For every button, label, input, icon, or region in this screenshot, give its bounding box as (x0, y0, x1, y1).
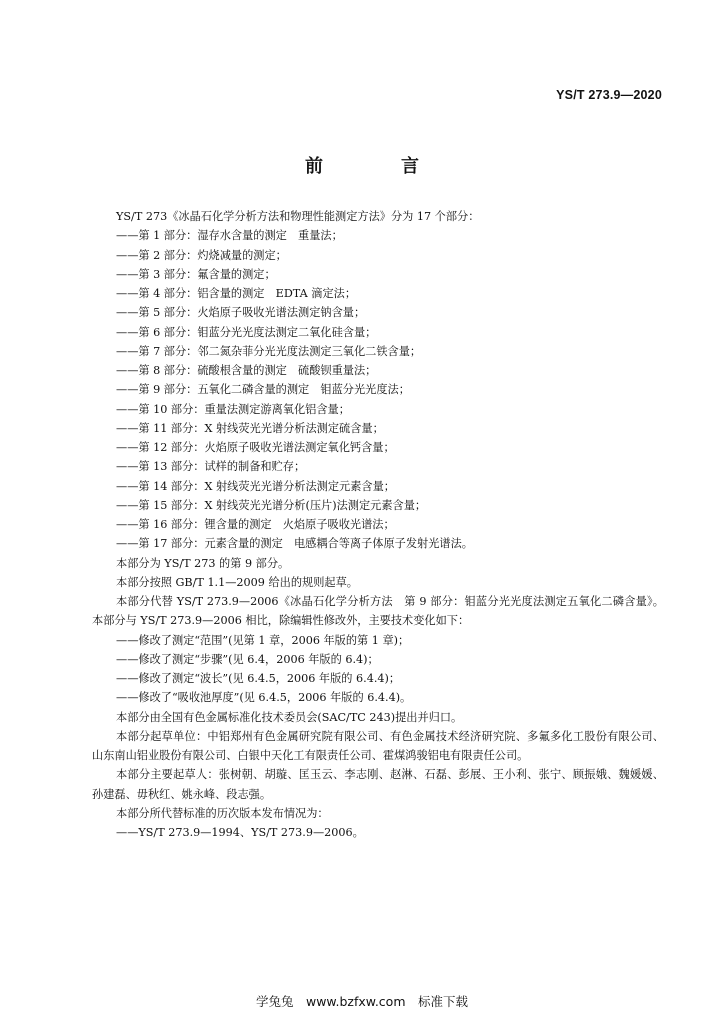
page-title: 前 言 (305, 156, 449, 177)
part-list-item: ——第 5 部分：火焰原子吸收光谱法测定钠含量； (116, 306, 366, 320)
part-list-item: ——第 11 部分：X 射线荧光光谱分析法测定硫含量； (116, 421, 384, 435)
part-list-item: ——第 9 部分：五氧化二磷含量的测定 钼蓝分光光度法； (116, 383, 410, 397)
part-list-item: ——第 3 部分：氟含量的测定； (116, 267, 276, 281)
statement-paragraph: 本部分为 YS/T 273 的第 9 部分。 (116, 556, 290, 570)
statement-paragraph: 本部分所代替标准的历次版本发布情况为： (116, 806, 329, 820)
part-list-item: ——第 8 部分：硫酸根含量的测定 硫酸钡重量法； (116, 364, 377, 377)
change-list-item: ——修改了测定“步骤”(见 6.4，2006 年版的 6.4)； (116, 652, 379, 666)
change-list-item: ——修改了测定“波长”(见 6.4.5，2006 年版的 6.4.4)； (116, 672, 401, 685)
part-list-item: ——第 17 部分：元素含量的测定 电感耦合等离子体原子发射光谱法。 (116, 537, 473, 551)
part-list-item: ——第 2 部分：灼烧减量的测定； (116, 248, 287, 262)
part-list-item: ——第 4 部分：铝含量的测定 EDTA 滴定法； (116, 287, 357, 300)
footer-watermark: 学兔兔 www.bzfxw.com 标准下载 (255, 994, 469, 1009)
part-list-item: ——第 7 部分：邻二氮杂菲分光光度法测定三氧化二铁含量； (116, 344, 422, 358)
standard-code: YS/T 273.9—2020 (556, 88, 662, 102)
statement-paragraph: 本部分由全国有色金属标准化技术委员会(SAC/TC 243)提出并归口。 (116, 710, 463, 724)
part-list-item: ——第 6 部分：钼蓝分光光度法测定二氧化硅含量； (116, 325, 377, 339)
replacement-paragraph: 本部分代替 YS/T 273.9—2006《冰晶石化学分析方法 第 9 部分：钼蓝分光光度法测定五氧化二磷含量》。本部分与 YS/T 273.9—2006 相比，除编辑性修改外，主要技术变化如下： (92, 595, 664, 628)
change-list-item: ——修改了测定“范围”(见第 1 章，2006 年版的第 1 章)； (116, 633, 410, 647)
statement-paragraph: 本部分按照 GB/T 1.1—2009 给出的规则起草。 (116, 575, 358, 589)
version-list-item: ——YS/T 273.9—1994、YS/T 273.9—2006。 (116, 826, 364, 839)
part-list-item: ——第 12 部分：火焰原子吸收光谱法测定氧化钙含量； (116, 441, 395, 454)
change-list-item: ——修改了“吸收池厚度”(见 6.4.5，2006 年版的 6.4.4)。 (116, 691, 412, 705)
part-list-item: ——第 13 部分：试样的制备和贮存； (116, 460, 306, 474)
part-list-item: ——第 15 部分：X 射线荧光光谱分析(压片)法测定元素含量； (116, 498, 427, 512)
document-body (92, 207, 664, 842)
part-list-item: ——第 10 部分：重量法测定游离氧化铝含量； (116, 402, 350, 416)
drafters-paragraph: 本部分主要起草人：张树朝、胡璇、匡玉云、李志刚、赵淋、石磊、彭展、王小利、张宁、顾振娥、魏媛媛、孙建磊、毋秋红、姚永峰、段志强。 (92, 768, 664, 801)
part-list-item: ——第 16 部分：锂含量的测定 火焰原子吸收光谱法； (116, 518, 395, 531)
drafting-units-paragraph: 本部分起草单位：中铝郑州有色金属研究院有限公司、有色金属技术经济研究院、多氟多化工股份有限公司、山东南山铝业股份有限公司、白银中天化工有限责任公司、霍煤鸿骏铝电有限责任公司。 (92, 729, 664, 762)
part-list-item: ——第 1 部分：湿存水含量的测定 重量法； (116, 229, 343, 243)
part-list-item: ——第 14 部分：X 射线荧光光谱分析法测定元素含量； (116, 479, 395, 493)
intro-paragraph: YS/T 273《冰晶石化学分析方法和物理性能测定方法》分为 17 个部分： (116, 210, 480, 223)
